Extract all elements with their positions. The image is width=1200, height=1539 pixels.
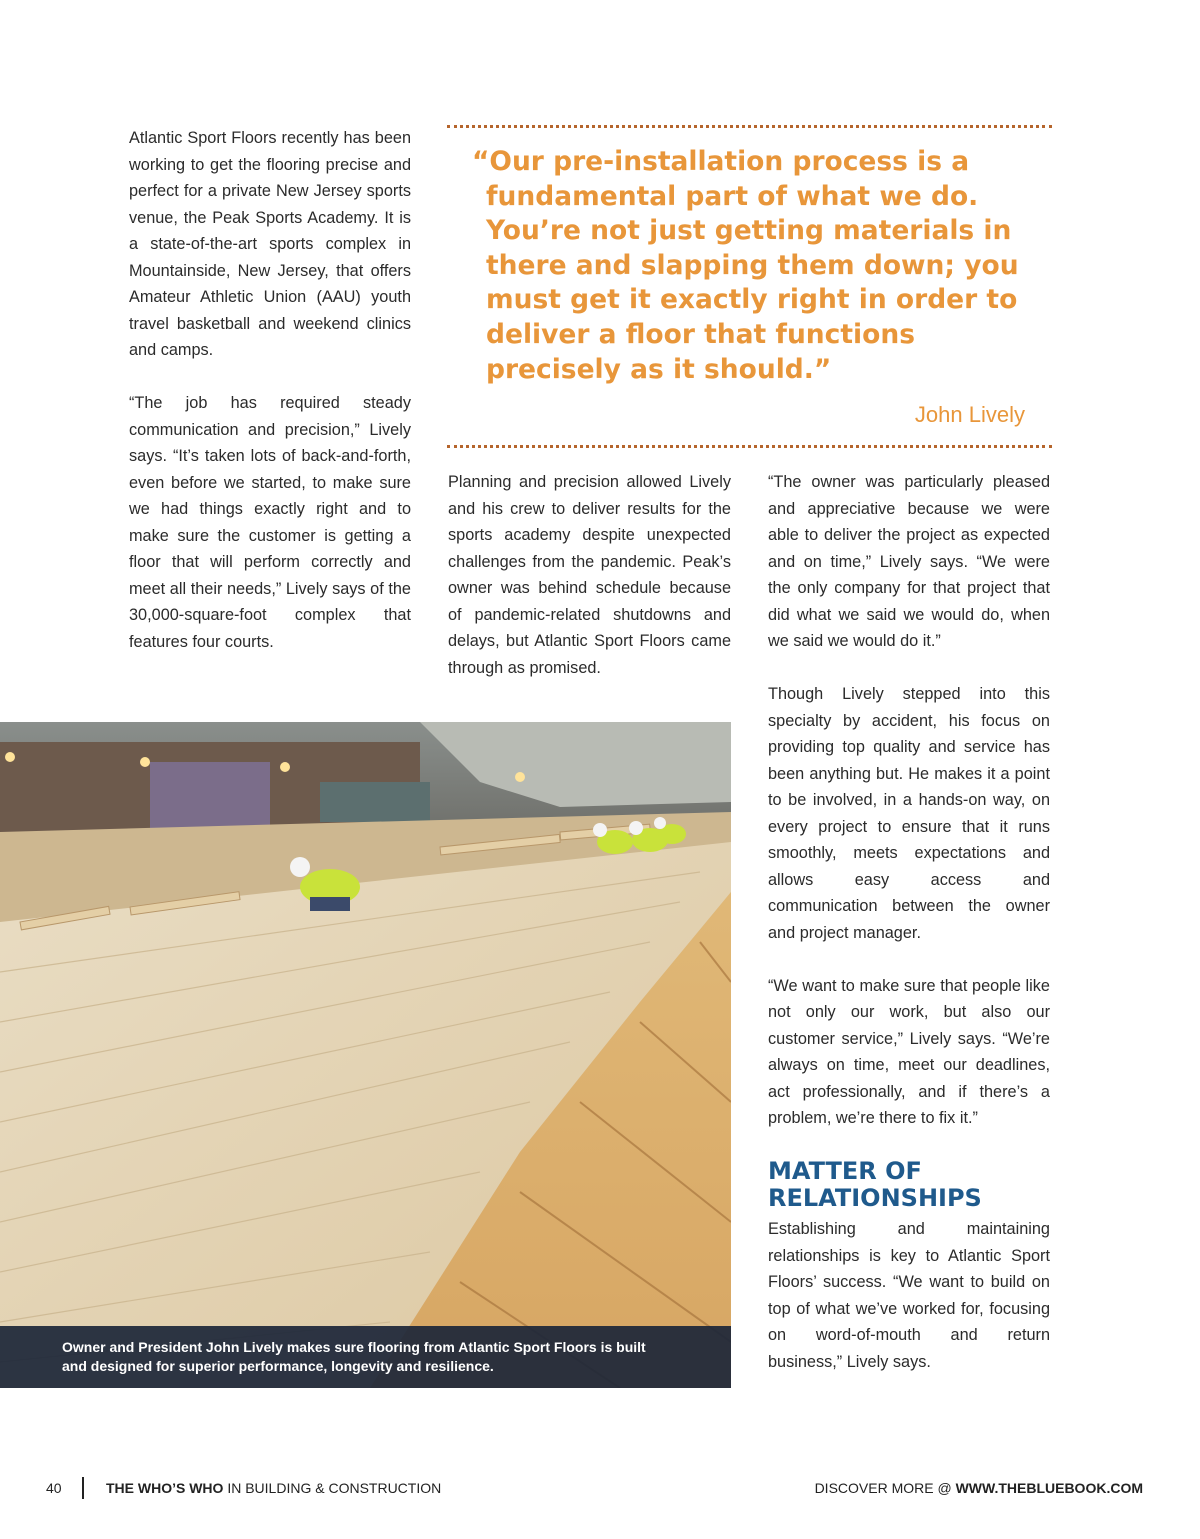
footer-cta (815, 1480, 1143, 1496)
page-number: 40 (46, 1480, 62, 1496)
page-footer (0, 1477, 1200, 1501)
quote-attribution: John Lively (914, 402, 1025, 427)
floor-installation-photo (0, 722, 731, 1388)
section-heading: MATTER OF RELATIONSHIPS (768, 1157, 982, 1212)
paragraph: “The job has required steady communication and precision,” Lively says. “It’s taken lots of back-and-forth, even before we started, to make sure we had things exactly right and to make sure the customer is getting a floor that will perform correctly and meet all their needs,” Lively says of the 30,000-square-foot complex that features four courts. (129, 394, 411, 651)
pull-quote: “Our pre-installation process is a fundamental part of what we do. You’re not just getting materials in there and slapping them down; you must get it exactly right in order to deliver a floor that functions precisely as it should.” (472, 146, 1019, 385)
paragraph: Establishing and maintaining relationships is key to Atlantic Sport Floors’ success. “We want to build on top of what we’ve worked for, focusing on word-of-mouth and return business,” Lively says. (768, 1220, 1050, 1371)
middle-text-column (448, 469, 731, 681)
paragraph: Planning and precision allowed Lively and his crew to deliver results for the sports academy despite unexpected challenges from the pandemic. Peak’s owner was behind schedule because of pandemic-related shutdowns and delays, but Atlantic Sport Floors came through as promised. (448, 473, 731, 677)
left-text-column (129, 125, 411, 655)
photo-caption: Owner and President John Lively makes sure flooring from Atlantic Sport Floors is built and designed for superior performance, longevity and resilience. (0, 1326, 731, 1388)
paragraph: “We want to make sure that people like not only our work, but also our customer service,” Lively says. “We’re always on time, meet our deadlines, act professionally, and if there’s a problem, we’re there to fix it.” (768, 976, 1050, 1127)
right-text-column (768, 469, 1050, 1375)
footer-cta-prefix: DISCOVER MORE @ (814, 1480, 956, 1496)
footer-divider (82, 1477, 84, 1499)
photo-illustration (0, 722, 731, 1388)
publication-name (106, 1480, 441, 1496)
paragraph: “The owner was particularly pleased and appreciative because we were able to deliver the project as expected and on time,” Lively says. “We were the only company for that project that did what we said we would do, when we said we would do it.” (768, 473, 1050, 650)
paragraph: Though Lively stepped into this specialty by accident, his focus on providing top quality and service has been anything but. He makes it a point to be involved, in a hands-on way, on every project to ensure that it runs smoothly, meets expectations and allows easy access and communication between the owner and project manager. (768, 685, 1050, 942)
footer-cta-link[interactable]: WWW.THEBLUEBOOK.COM (955, 1480, 1143, 1496)
quote-divider-bottom (447, 445, 1052, 448)
paragraph: Atlantic Sport Floors recently has been working to get the flooring precise and perfect for a private New Jersey sports venue, the Peak Sports Academy. It is a state-of-the-art sports complex in Mountainside, New Jersey, that offers Amateur Athletic Union (AAU) youth travel basketball and weekend clinics and camps. (129, 129, 411, 359)
quote-divider-top (447, 125, 1052, 128)
publication-name-rest: IN BUILDING & CONSTRUCTION (223, 1480, 442, 1496)
publication-name-bold: THE WHO’S WHO (106, 1480, 224, 1496)
